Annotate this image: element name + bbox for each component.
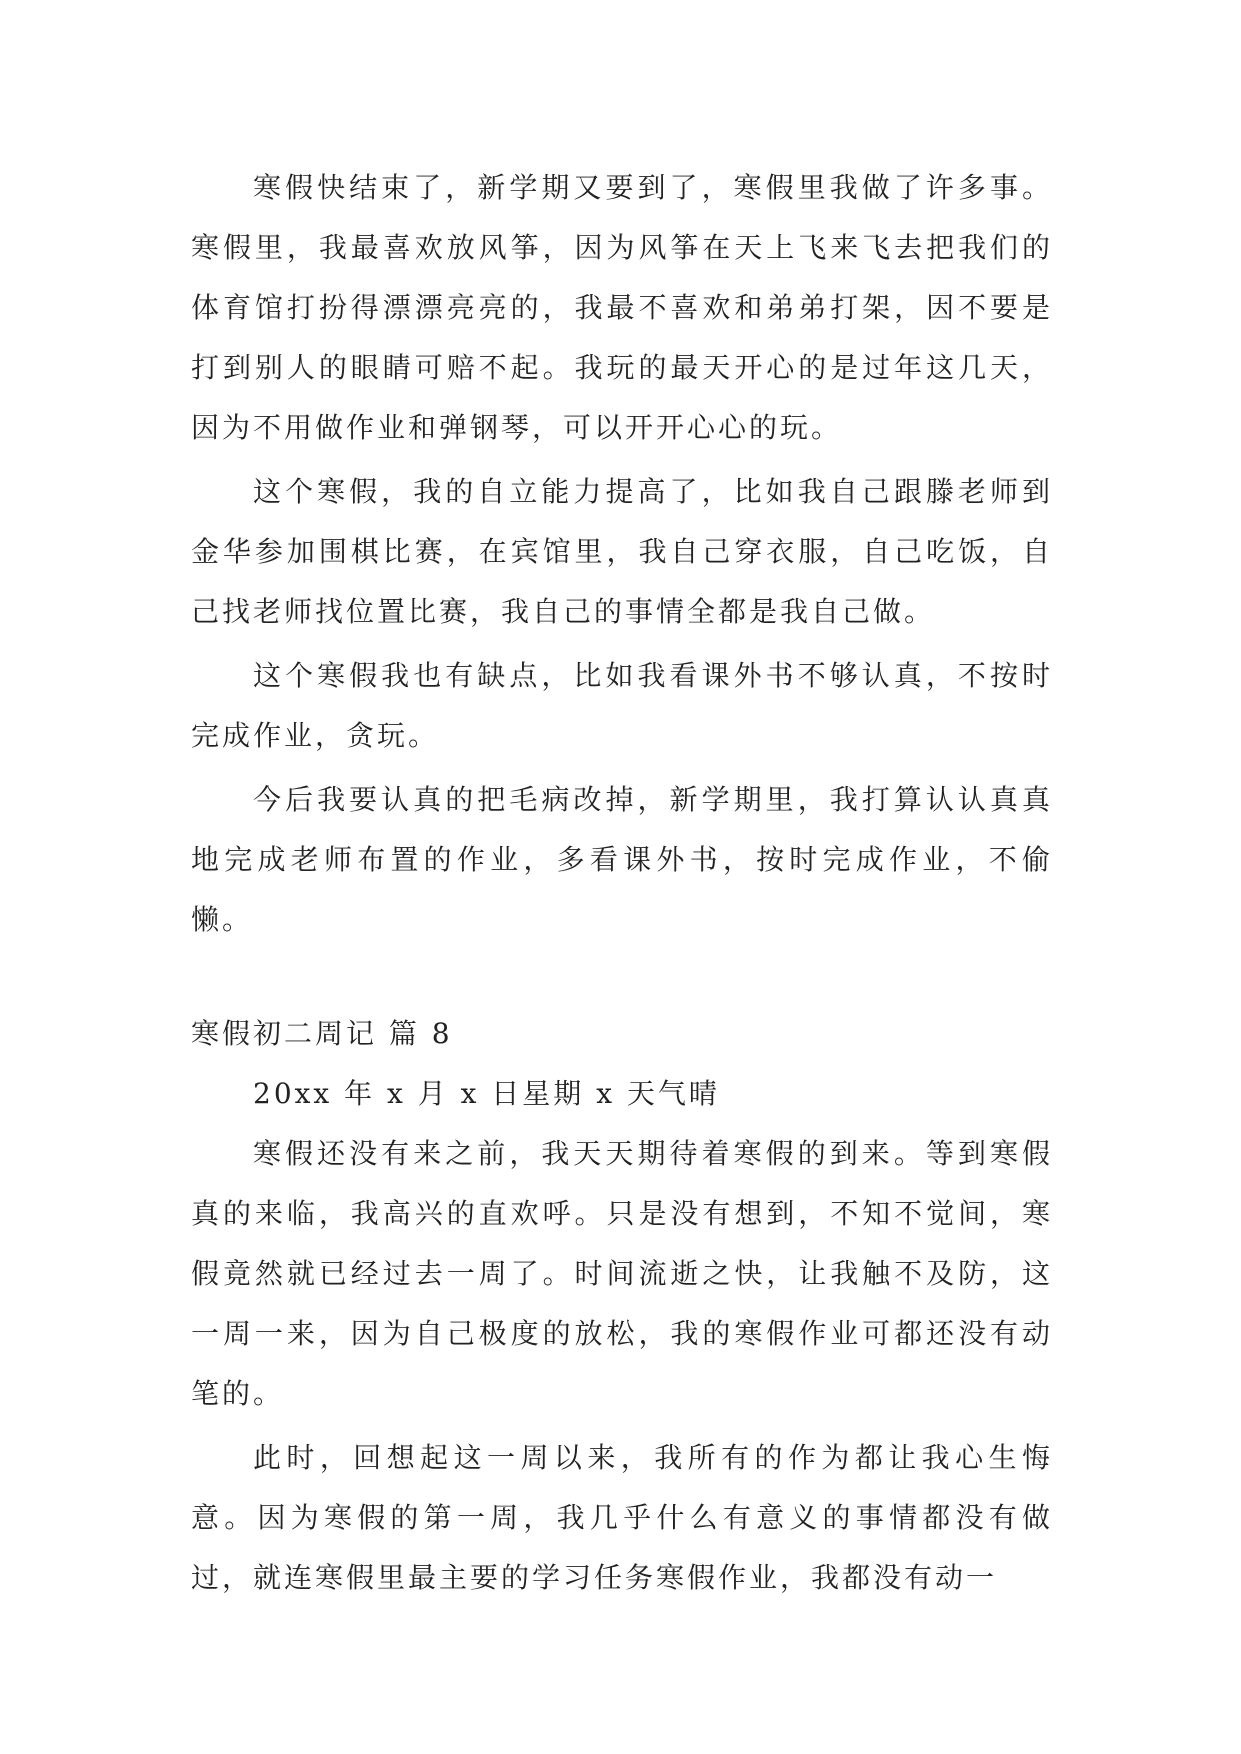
paragraph: 寒假快结束了，新学期又要到了，寒假里我做了许多事。寒假里，我最喜欢放风筝，因为风筝在天上飞来飞去把我们的体育馆打扮得漂漂亮亮的，我最不喜欢和弟弟打架，因不要是打到别人的眼睛可赔不起。我玩的最天开心的是过年这几天，因为不用做作业和弹钢琴，可以开开心心的玩。 [191,171,1053,444]
paragraph: 这个寒假我也有缺点，比如我看课外书不够认真，不按时完成作业，贪玩。 [191,659,1053,752]
document-body [191,158,1053,1612]
section-heading: 寒假初二周记 篇 8 [191,1017,453,1050]
date-weather-line: 20xx 年 x 月 x 日星期 x 天气晴 [253,1077,720,1110]
paragraph: 今后我要认真的把毛病改掉，新学期里，我打算认认真真地完成老师布置的作业，多看课外书，按时完成作业，不偷懒。 [191,783,1053,936]
paragraph: 寒假还没有来之前，我天天期待着寒假的到来。等到寒假真的来临，我高兴的直欢呼。只是没有想到，不知不觉间，寒假竟然就已经过去一周了。时间流逝之快，让我触不及防，这一周一来，因为自己极度的放松，我的寒假作业可都还没有动笔的。 [191,1137,1053,1410]
section-spacer [191,954,1053,1004]
paragraph: 此时，回想起这一周以来，我所有的作为都让我心生悔意。因为寒假的第一周，我几乎什么有意义的事情都没有做过，就连寒假里最主要的学习任务寒假作业，我都没有动一 [191,1441,1053,1594]
paragraph: 这个寒假，我的自立能力提高了，比如我自己跟滕老师到金华参加围棋比赛，在宾馆里，我自己穿衣服，自己吃饭，自己找老师找位置比赛，我自己的事情全都是我自己做。 [191,475,1053,628]
